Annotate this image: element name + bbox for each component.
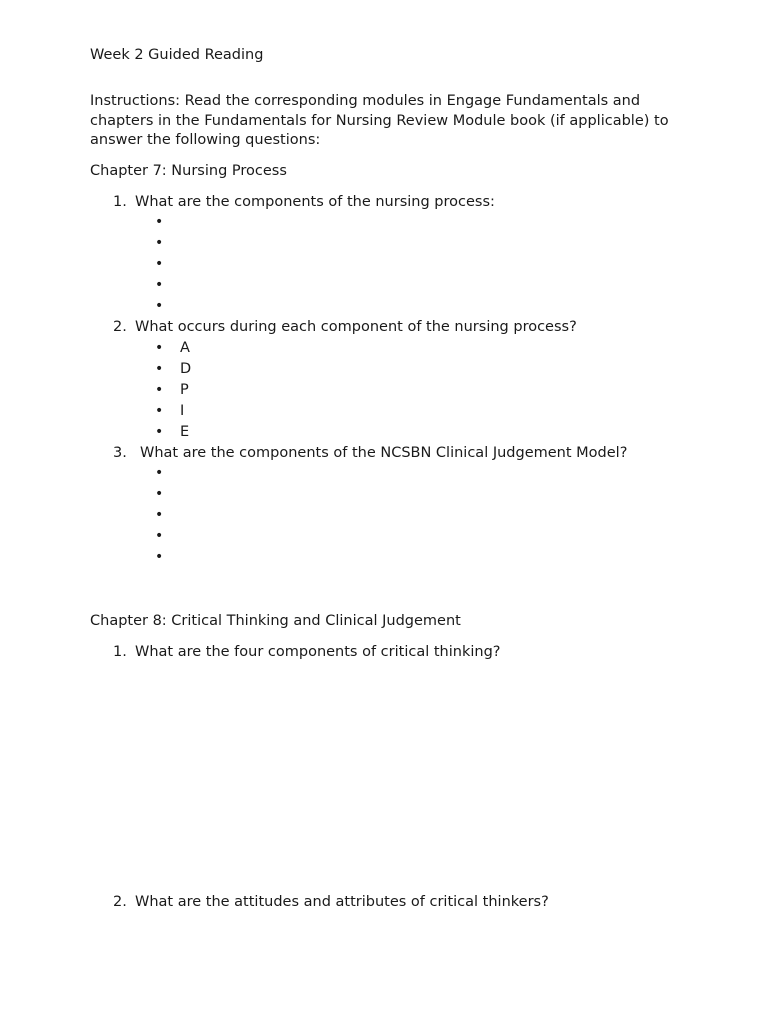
bullet-icon: •	[155, 486, 164, 502]
ch7-question-3-text: What are the components of the NCSBN Clinical Judgement Model?	[140, 445, 628, 461]
ch7-question-3-number: 3.	[113, 445, 127, 461]
chapter-7-heading: Chapter 7: Nursing Process	[90, 163, 287, 179]
ch7-question-1-number: 1.	[113, 194, 127, 210]
adpie-item: A	[180, 340, 190, 356]
bullet-icon: •	[155, 507, 164, 523]
instructions-paragraph: Instructions: Read the corresponding modules in Engage Fundamentals and chapters in the Fundamentals for Nursing Review Module book (if applicable) to answer the following questions:	[90, 93, 669, 148]
bullet-icon: •	[155, 403, 164, 419]
bullet-icon: •	[155, 382, 164, 398]
ch7-question-1-text: What are the components of the nursing process:	[135, 194, 495, 210]
bullet-icon: •	[155, 298, 164, 314]
ch8-question-1-text: What are the four components of critical thinking?	[135, 644, 501, 660]
ch8-question-2-text: What are the attitudes and attributes of critical thinkers?	[135, 894, 549, 910]
ch8-question-1-number: 1.	[113, 644, 127, 660]
ch7-question-2-text: What occurs during each component of the nursing process?	[135, 319, 577, 335]
adpie-item: E	[180, 424, 190, 440]
bullet-icon: •	[155, 528, 164, 544]
bullet-icon: •	[155, 424, 164, 440]
bullet-icon: •	[155, 549, 164, 565]
ch7-question-2-number: 2.	[113, 319, 127, 335]
bullet-icon: •	[155, 214, 164, 230]
document-title: Week 2 Guided Reading	[90, 47, 264, 63]
ch8-question-2-number: 2.	[113, 894, 127, 910]
bullet-icon: •	[155, 235, 164, 251]
bullet-icon: •	[155, 256, 164, 272]
bullet-icon: •	[155, 465, 164, 481]
chapter-8-heading: Chapter 8: Critical Thinking and Clinical Judgement	[90, 613, 461, 629]
bullet-icon: •	[155, 361, 164, 377]
bullet-icon: •	[155, 340, 164, 356]
adpie-item: D	[180, 361, 192, 377]
adpie-item: I	[180, 403, 185, 419]
adpie-item: P	[180, 382, 189, 398]
bullet-icon: •	[155, 277, 164, 293]
